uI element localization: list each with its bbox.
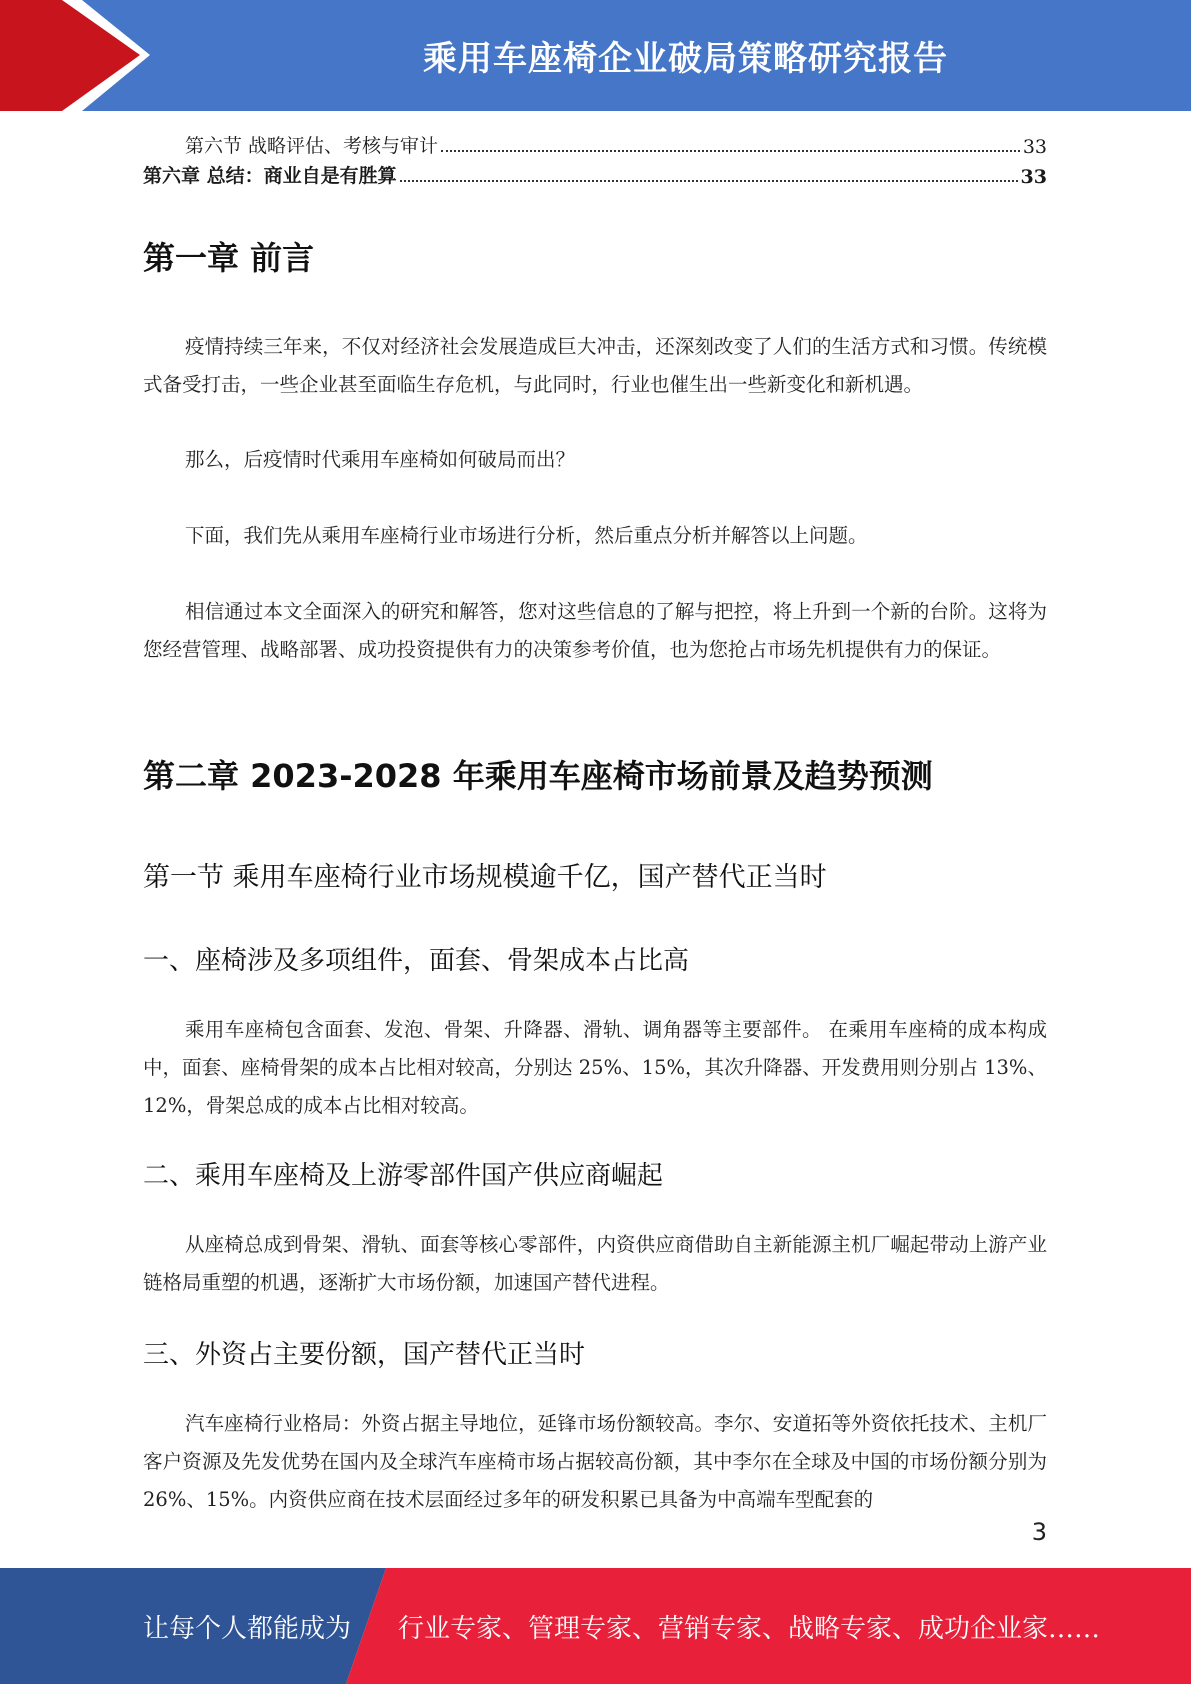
toc-entry[interactable] xyxy=(143,128,1047,158)
subsection-heading: 一、座椅涉及多项组件，面套、骨架成本占比高 xyxy=(143,946,690,976)
section-heading: 第一节 乘用车座椅行业市场规模逾千亿，国产替代正当时 xyxy=(143,862,827,893)
paragraph: 从座椅总成到骨架、滑轨、面套等核心零部件，内资供应商借助自主新能源主机厂崛起带动上游产业链格局重塑的机遇，逐渐扩大市场份额，加速国产替代进程。 xyxy=(143,1233,1047,1294)
toc-leader-dots xyxy=(441,150,1020,152)
toc-entry[interactable] xyxy=(143,158,1047,188)
paragraph: 下面，我们先从乘用车座椅行业市场进行分析，然后重点分析并解答以上问题。 xyxy=(185,524,868,547)
report-title: 乘用车座椅企业破局策略研究报告 xyxy=(423,39,948,79)
toc-leader-dots xyxy=(400,180,1018,182)
header-banner xyxy=(0,0,1191,111)
footer-slogan-right: 行业专家、管理专家、营销专家、战略专家、成功企业家…… xyxy=(398,1613,1101,1644)
toc-entry-page: 33 xyxy=(1020,166,1047,188)
subsection-heading: 三、外资占主要份额，国产替代正当时 xyxy=(143,1340,586,1370)
toc-entry-text: 第六章 总结：商业自是有胜算 xyxy=(143,165,397,187)
chapter-2-heading: 第二章 2023-2028 年乘用车座椅市场前景及趋势预测 xyxy=(143,757,933,795)
footer-banner xyxy=(0,1568,1191,1684)
subsection-heading: 二、乘用车座椅及上游零部件国产供应商崛起 xyxy=(143,1161,664,1191)
footer-slogan-left: 让每个人都能成为 xyxy=(143,1613,352,1644)
page-number: 3 xyxy=(1031,1518,1047,1546)
paragraph: 乘用车座椅包含面套、发泡、骨架、升降器、滑轨、调角器等主要部件。 在乘用车座椅的成本构成中，面套、座椅骨架的成本占比相对较高，分别达 25%、15%，其次升降器、开发费用则分别占 13%、12%，骨架总成的成本占比相对较高。 xyxy=(143,1018,1047,1117)
toc-entry-page: 33 xyxy=(1022,136,1047,158)
paragraph: 那么，后疫情时代乘用车座椅如何破局而出？ xyxy=(185,448,576,471)
toc-entry-text: 第六节 战略评估、考核与审计 xyxy=(185,135,439,157)
paragraph: 汽车座椅行业格局：外资占据主导地位，延锋市场份额较高。李尔、安道拓等外资依托技术、主机厂客户资源及先发优势在国内及全球汽车座椅市场占据较高份额，其中李尔在全球及中国的市场份额分别为 26%、15%。内资供应商在技术层面经过多年的研发积累已具备为中高端车型配套的 xyxy=(143,1412,1047,1511)
chapter-1-heading: 第一章 前言 xyxy=(143,239,315,277)
paragraph: 疫情持续三年来，不仅对经济社会发展造成巨大冲击，还深刻改变了人们的生活方式和习惯。传统模式备受打击，一些企业甚至面临生存危机，与此同时，行业也催生出一些新变化和新机遇。 xyxy=(143,335,1047,396)
paragraph: 相信通过本文全面深入的研究和解答，您对这些信息的了解与把控，将上升到一个新的台阶。这将为您经营管理、战略部署、成功投资提供有力的决策参考价值，也为您抢占市场先机提供有力的保证。 xyxy=(143,600,1047,661)
